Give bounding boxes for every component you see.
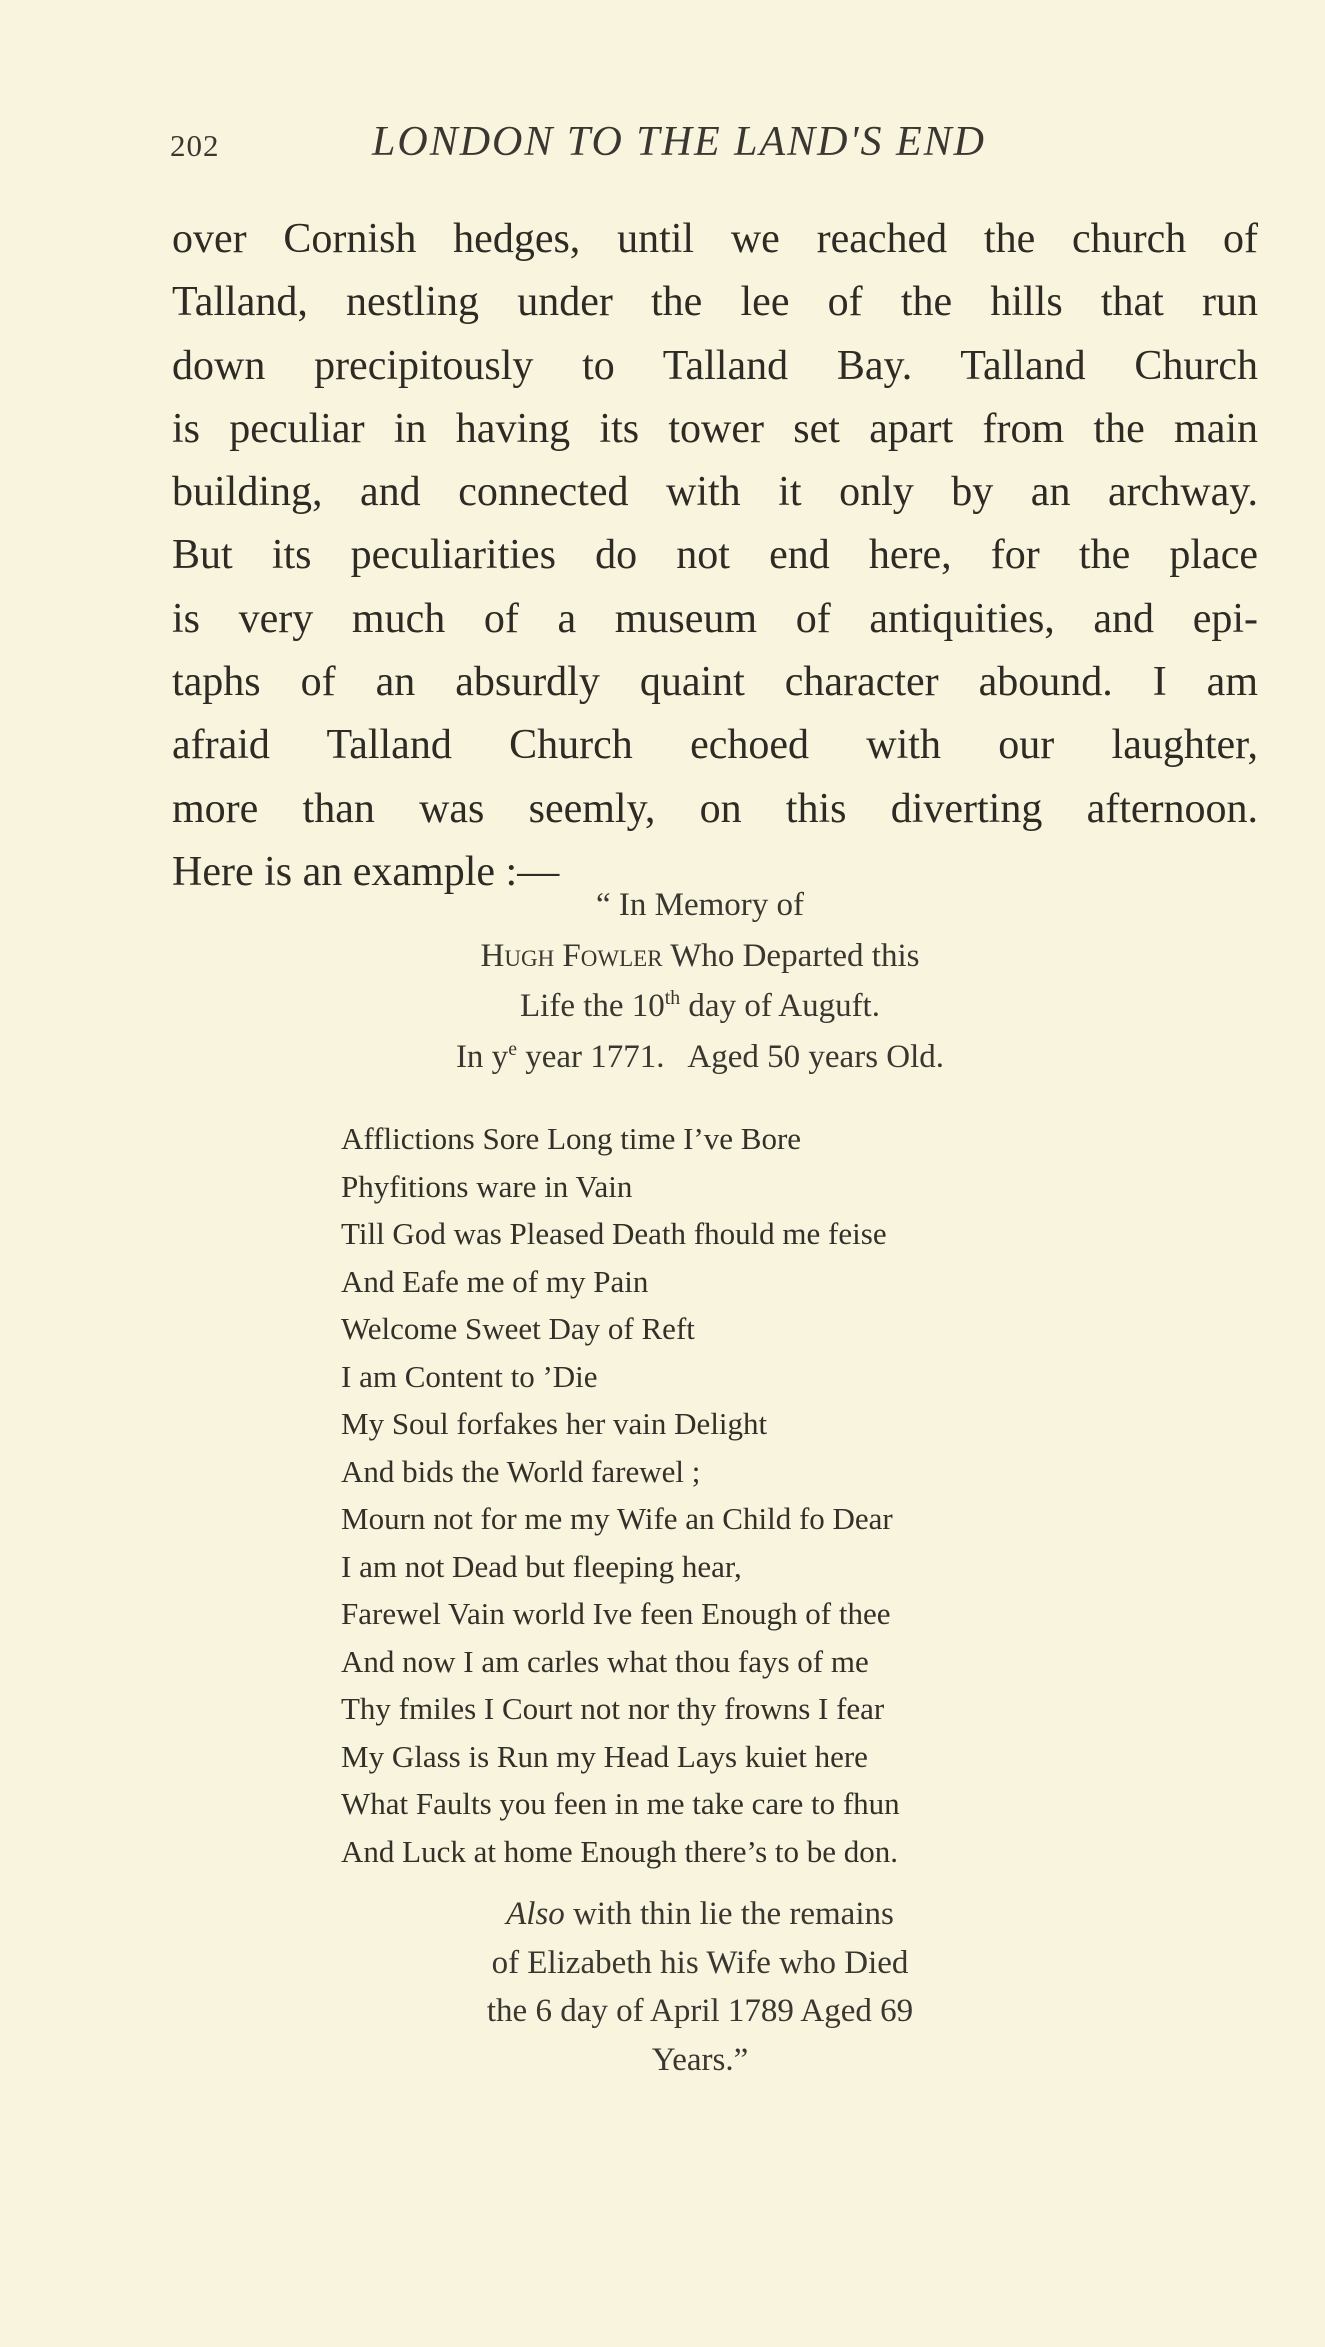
verse-line: Farewel Vain world Ive feen Enough of thee (341, 1596, 891, 1631)
verse-line: And now I am carles what thou fays of me (341, 1643, 869, 1679)
verse-line: Thy fmiles I Court not nor thy frowns I fear (341, 1691, 885, 1726)
verse-line: I am not Dead but fleeping hear, (341, 1548, 742, 1584)
body-line: is peculiar in having its tower set apart from the main (172, 405, 1258, 452)
superscript: e (508, 1037, 517, 1060)
verse-line: My Glass is Run my Head Lays kuiet here (341, 1738, 868, 1774)
superscript: th (664, 987, 681, 1009)
running-head: LONDON TO THE LAND'S END (372, 119, 986, 165)
body-line: Here is an example :— (172, 848, 560, 895)
epitaph-line (300, 1032, 1100, 1083)
verse-line: Afflictions Sore Long time I’ve Bore (341, 1121, 802, 1156)
body-line: But its peculiarities do not end here, for the place (172, 532, 1258, 579)
body-line: is very much of a museum of antiquities, and epi- (172, 595, 1258, 642)
epitaph-line: “ In Memory of (595, 887, 805, 923)
epitaph-text: Who Departed this (662, 937, 920, 974)
verse-line: I am Content to ’Die (341, 1358, 598, 1394)
epitaph-closing (300, 1890, 1100, 2084)
epitaph-line (300, 931, 1100, 982)
body-paragraph (172, 208, 1258, 904)
closing-line: Years.” (651, 2041, 749, 2078)
body-line: building, and connected with it only by an archway. (172, 469, 1258, 516)
body-line: Talland, nestling under the lee of the hills that run (172, 279, 1258, 326)
epitaph-text: year 1771. Aged 50 years Old. (516, 1038, 945, 1075)
verse-line: And Luck at home Enough there’s to be don. (341, 1833, 899, 1869)
verse-line: Mourn not for me my Wife an Child fo Dear (341, 1501, 893, 1536)
body-line: more than was seemly, on this diverting afternoon. (172, 785, 1258, 832)
closing-line: the 6 day of April 1789 Aged 69 (486, 1993, 914, 2029)
verse-line: And Eafe me of my Pain (341, 1263, 649, 1299)
epitaph-text: day of Auguft. (680, 988, 880, 1024)
verse-line: Phyfitions ware in Vain (341, 1168, 633, 1204)
epitaph-text: Life the 10 (520, 988, 665, 1024)
closing-line (300, 1890, 1100, 1939)
verse-line: What Faults you feen in me take care to fhun (341, 1786, 900, 1821)
closing-italic: Also (506, 1896, 565, 1932)
epitaph-text: In y (455, 1038, 509, 1075)
deceased-name: Hugh Fowler (480, 937, 663, 974)
verse-line: Welcome Sweet Day of Reft (341, 1311, 695, 1346)
page-number: 202 (170, 128, 220, 163)
epitaph-heading (300, 880, 1100, 1082)
body-line: down precipitously to Talland Bay. Talland Church (172, 342, 1258, 389)
body-line: over Cornish hedges, until we reached the church of (172, 216, 1258, 262)
verse-line: My Soul forfakes her vain Delight (341, 1406, 768, 1441)
epitaph-verse (341, 1115, 900, 1875)
epitaph-line (300, 981, 1100, 1032)
verse-line: Till God was Pleased Death fhould me feise (341, 1216, 887, 1251)
body-line: afraid Talland Church echoed with our laughter, (172, 722, 1258, 769)
closing-text: with thin lie the remains (564, 1896, 894, 1932)
verse-line: And bids the World farewel ; (341, 1453, 701, 1489)
closing-line: of Elizabeth his Wife who Died (491, 1944, 909, 1981)
body-line: taphs of an absurdly quaint character abound. I am (172, 659, 1258, 706)
